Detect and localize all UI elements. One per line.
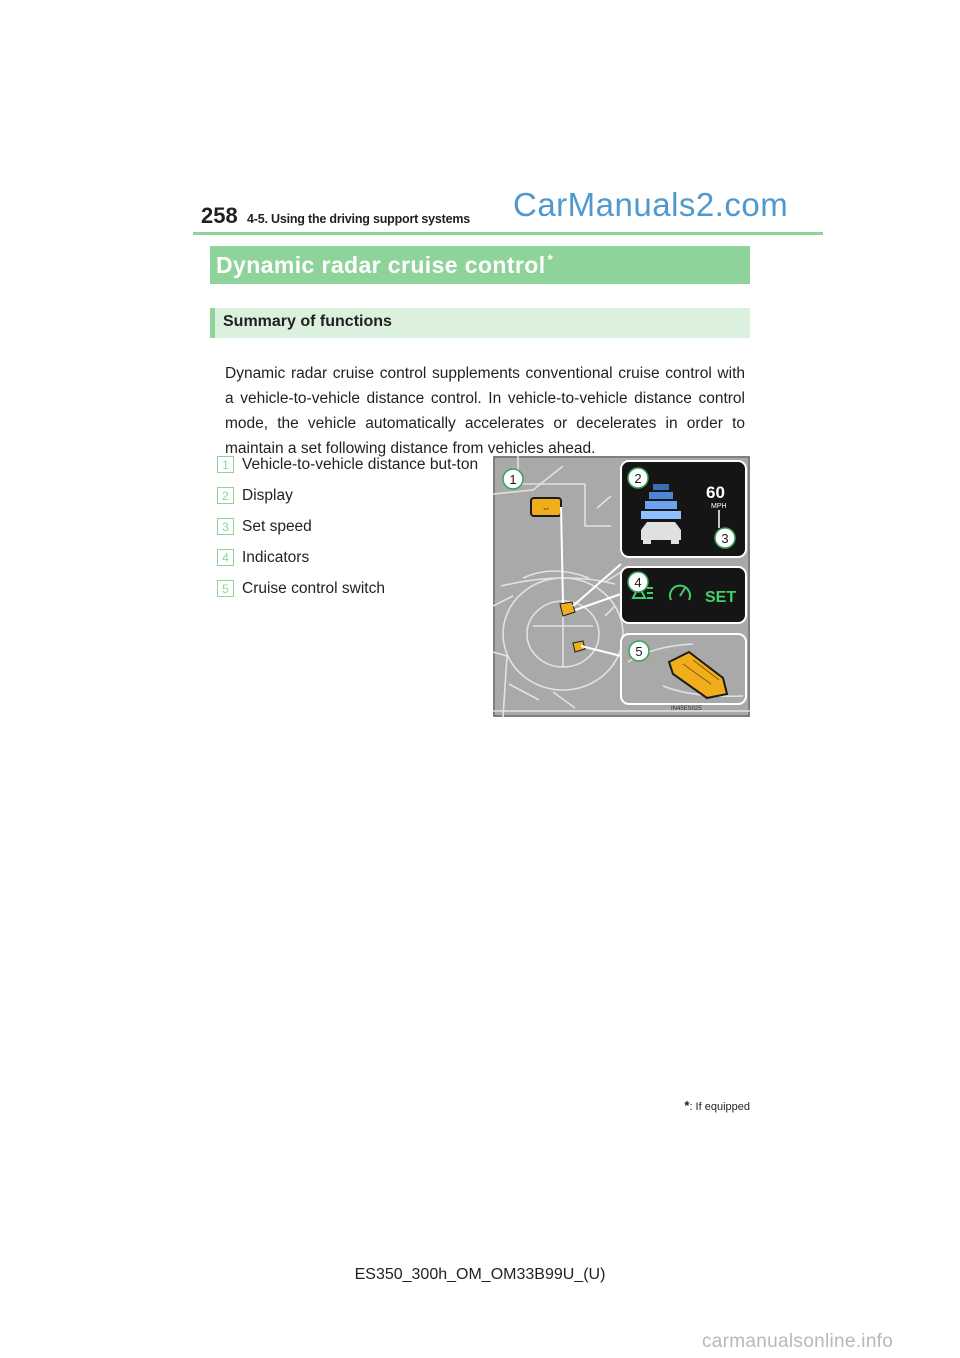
cockpit-illustration [493,456,750,717]
callout-circle [629,641,649,661]
callout-circle [715,528,735,548]
svg-text:1: 1 [509,472,517,487]
callout-legend [217,452,479,607]
legend-item [217,483,479,508]
svg-text:4: 4 [634,575,642,590]
subheading: Summary of functions [223,313,392,330]
page-number: 258 [201,203,238,228]
watermark-bottom[interactable]: carmanualsonline.info [702,1331,894,1352]
legend-label: Vehicle-to-vehicle distance but-ton [242,456,479,473]
subheading-accent [210,308,215,338]
callout-number-badge: 5 [217,580,234,597]
footnote [684,1098,750,1113]
footnote-text: : If equipped [689,1101,750,1113]
subheading-bar [210,308,750,338]
callout-circle [628,572,648,592]
legend-item [217,545,479,570]
legend-label: Set speed [242,518,312,535]
legend-label: Display [242,487,293,504]
header-rule [193,232,823,235]
svg-text:3: 3 [721,531,729,546]
set-speed-value: 60 [706,483,725,502]
legend-item [217,452,479,477]
document-code: ES350_300h_OM_OM33B99U_(U) [354,1266,606,1283]
callout-number-badge: 4 [217,549,234,566]
legend-label: Indicators [242,549,310,566]
svg-text:⇔: ⇔ [541,503,551,513]
legend-label: Cruise control switch [242,580,385,597]
set-indicator-label: SET [705,589,737,606]
svg-text:5: 5 [635,644,643,659]
svg-text:2: 2 [634,471,642,486]
callout-number-badge: 1 [217,456,234,473]
legend-item [217,576,479,601]
section-title-bar [210,246,750,284]
footnote-mark: * [547,251,554,267]
section-path: 4-5. Using the driving support systems [247,212,471,226]
image-code: IN45ES025 [671,706,702,712]
callout-number-badge: 2 [217,487,234,504]
callout-circle [628,468,648,488]
footnote-star: * [684,1098,690,1113]
callout-circle [503,469,523,489]
section-title: Dynamic radar cruise control * [216,251,554,278]
legend-item [217,514,479,539]
speed-unit-label: MPH [711,503,727,510]
watermark-top[interactable]: CarManuals2.com [513,186,789,223]
body-paragraph: Dynamic radar cruise control supplements conventional cruise control with a vehicle-to-vehicle distance control. In vehicle-to-vehicle distance control mode, the vehicle automatically accelerates or decelerates in order to maintain a set following distance from vehicles ahead. [225,364,745,457]
callout-number-badge: 3 [217,518,234,535]
